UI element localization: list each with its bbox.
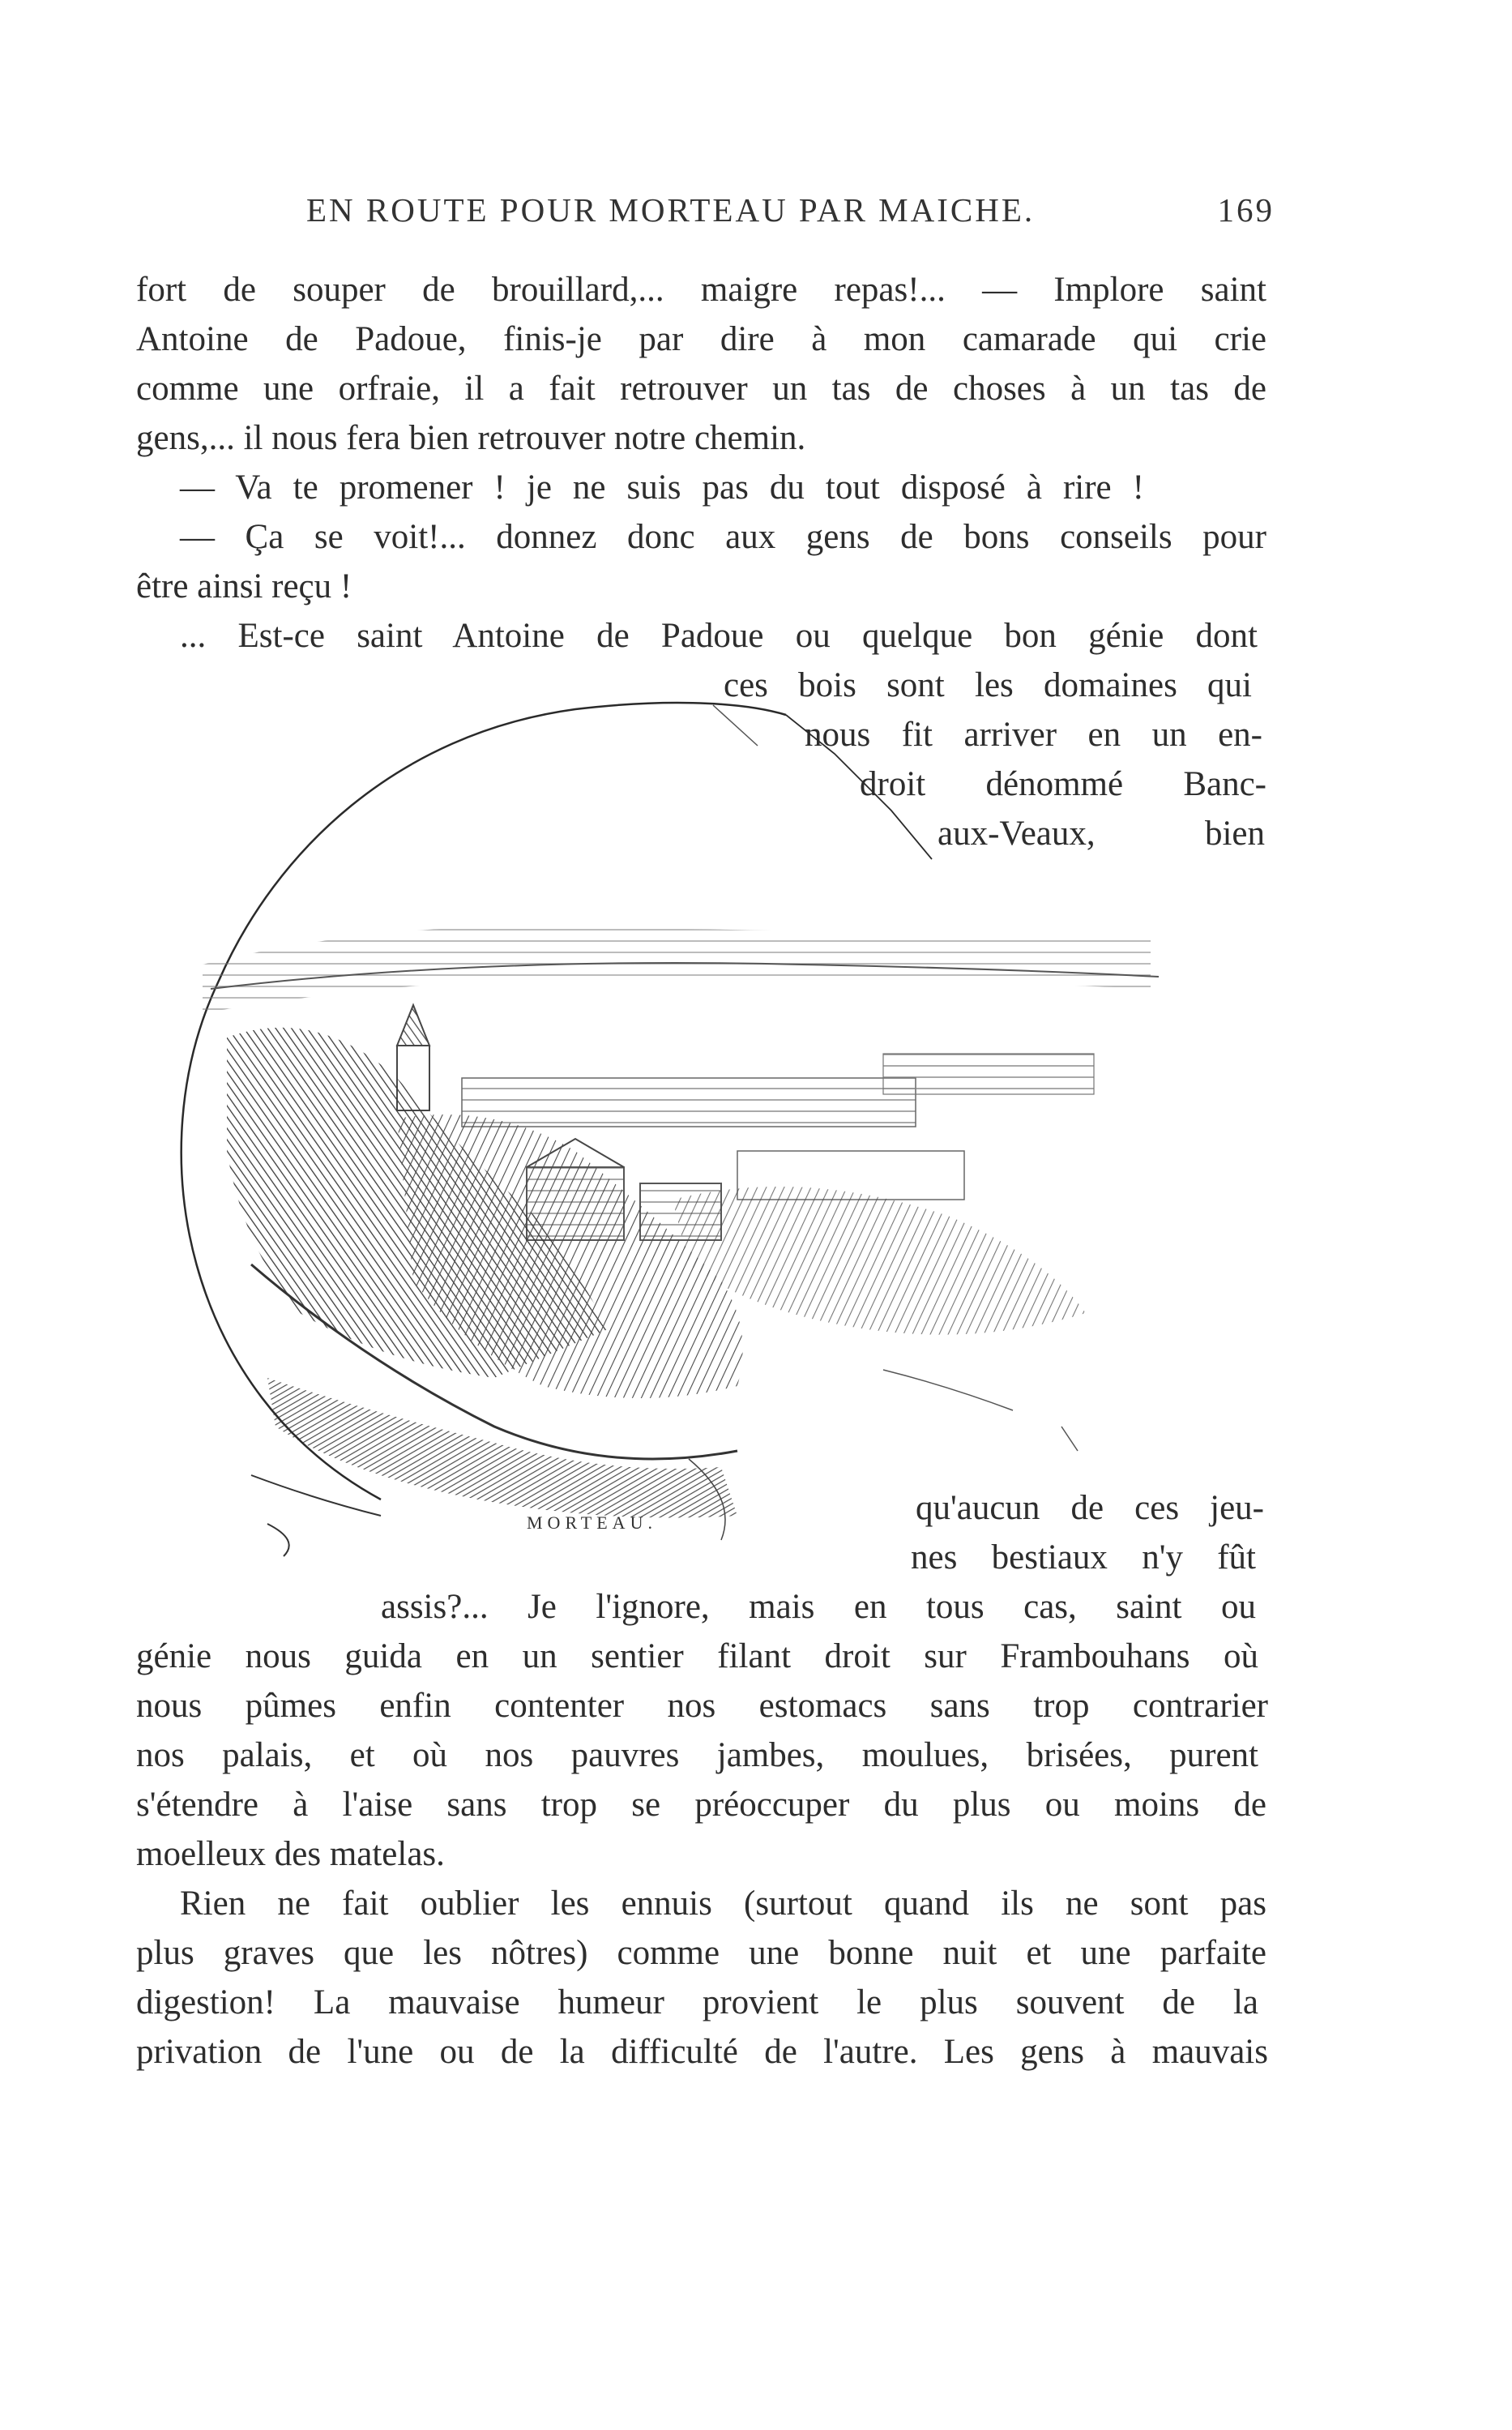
text-line: digestion! La mauvaise humeur provient le plus souvent de la — [136, 1983, 1258, 2021]
text-line: aux-Veaux, bien — [938, 815, 1265, 853]
text-line: ... Est-ce saint Antoine de Padoue ou quelque bon génie dont — [180, 617, 1258, 655]
text-line: — Va te promener ! je ne suis pas du tout disposé à rire ! — [180, 468, 1144, 507]
text-line: nous fit arriver en un en- — [805, 716, 1262, 754]
text-line: privation de l'une ou de la difficulté de l'autre. Les gens à mauvais — [136, 2033, 1268, 2071]
text-line: nous pûmes enfin contenter nos estomacs sans trop contrarier — [136, 1687, 1268, 1725]
text-line: — Ça se voit!... donnez donc aux gens de bons conseils pour — [180, 518, 1266, 556]
text-line: fort de souper de brouillard,... maigre repas!... — Implore saint — [136, 271, 1266, 309]
foreground — [267, 1378, 737, 1518]
text-line: moelleux des matelas. — [136, 1835, 445, 1873]
text-line: Antoine de Padoue, finis-je par dire à mon camarade qui crie — [136, 320, 1266, 358]
text-line: plus graves que les nôtres) comme une bonne nuit et une parfaite — [136, 1934, 1266, 1972]
text-line: ces bois sont les domaines qui — [724, 666, 1252, 704]
text-line: qu'aucun de ces jeu- — [916, 1489, 1264, 1527]
text-line: nes bestiaux n'y fût — [911, 1538, 1256, 1577]
text-line: assis?... Je l'ignore, mais en tous cas, saint ou — [381, 1588, 1256, 1626]
running-header — [306, 190, 1275, 239]
text-line: s'étendre à l'aise sans trop se préoccuper du plus ou moins de — [136, 1786, 1266, 1824]
text-line: droit dénommé Banc- — [860, 765, 1266, 803]
text-line: génie nous guida en un sentier filant droit sur Frambouhans où — [136, 1637, 1258, 1675]
illustration-caption: MORTEAU. — [527, 1512, 657, 1533]
text-line: nos palais, et où nos pauvres jambes, moulues, brisées, purent — [136, 1736, 1258, 1774]
text-line: être ainsi reçu ! — [136, 567, 352, 605]
text-line: comme une orfraie, il a fait retrouver un tas de choses à un tas de — [136, 370, 1266, 408]
morteau-engraving — [154, 697, 1175, 1581]
text-line: gens,... il nous fera bien retrouver notre chemin. — [136, 419, 806, 457]
page-number: 169 — [1217, 191, 1275, 229]
running-title: EN ROUTE POUR MORTEAU PAR MAICHE. — [306, 191, 1036, 229]
text-line: Rien ne fait oublier les ennuis (surtout quand ils ne sont pas — [180, 1885, 1266, 1923]
